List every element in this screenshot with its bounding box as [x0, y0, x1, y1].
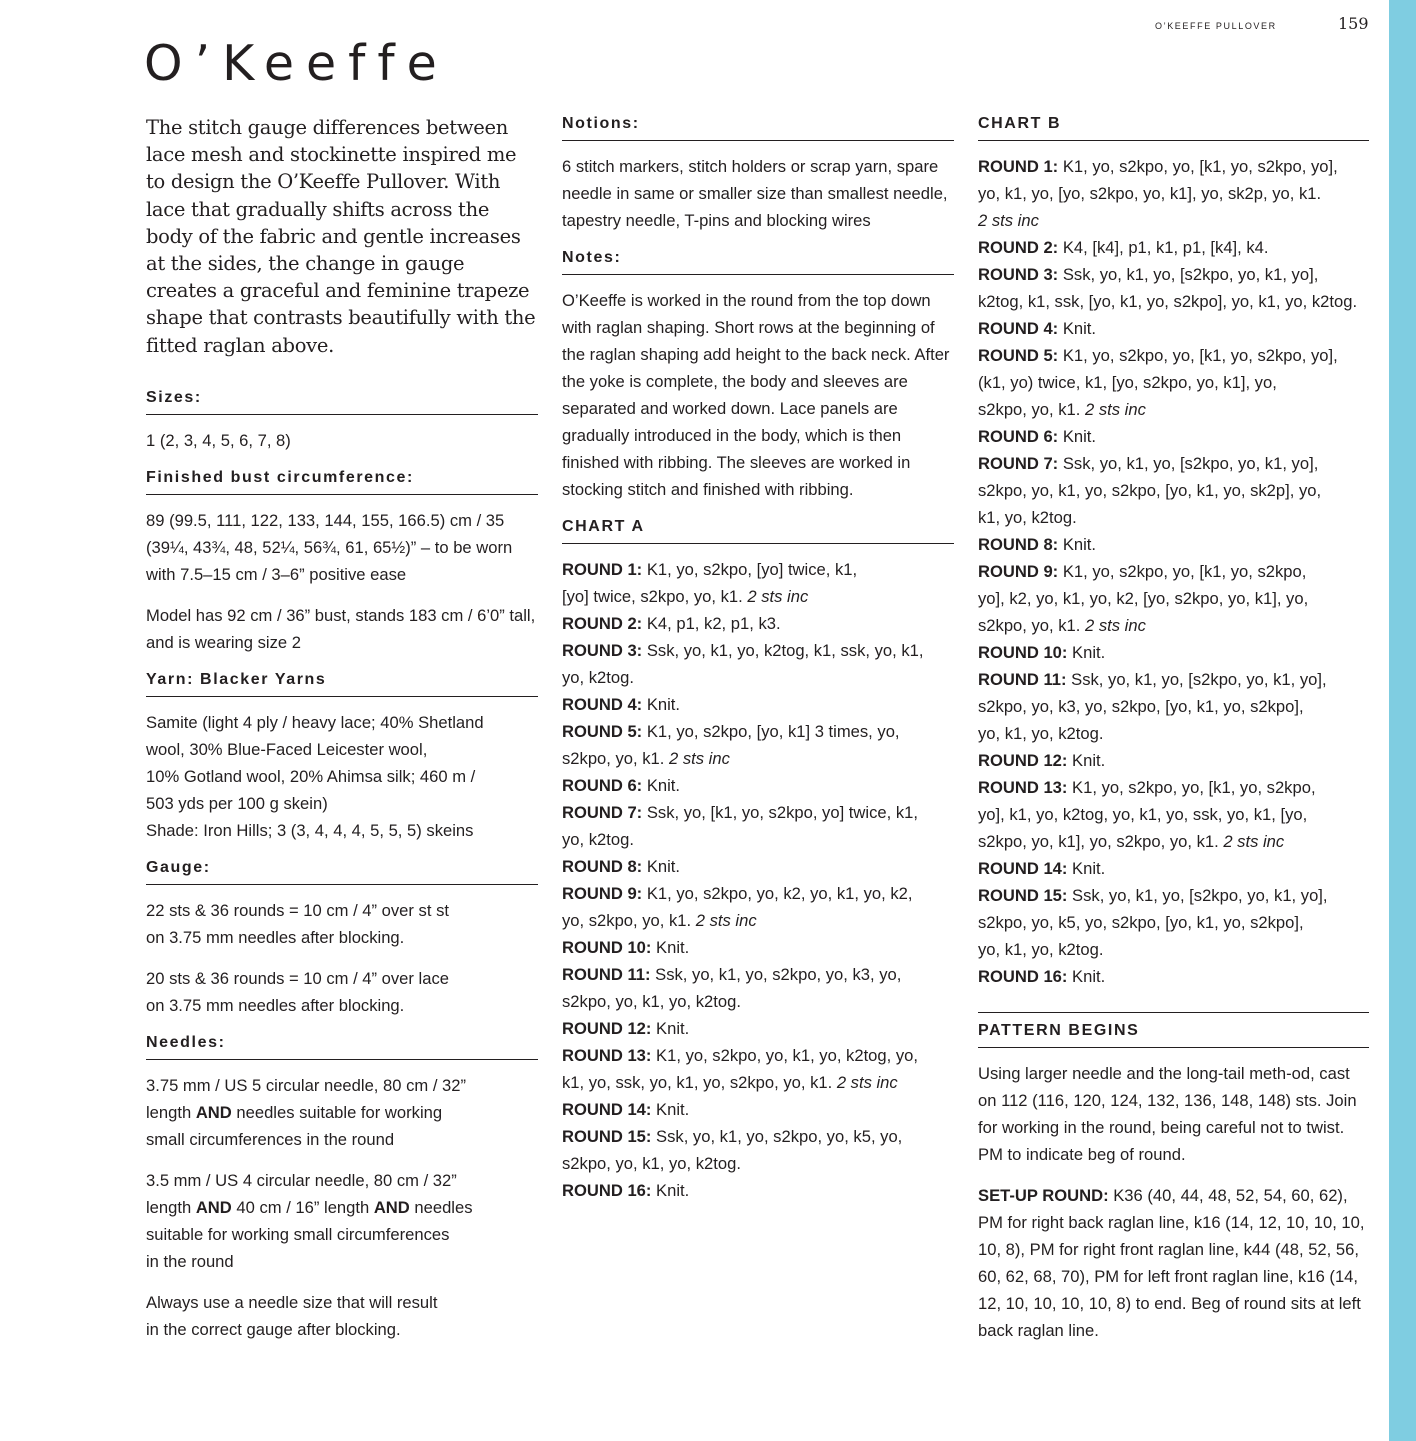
chart-a-round-2: ROUND 2: K4, p1, k2, p1, k3.	[562, 614, 781, 633]
chart-b-round-2: ROUND 2: K4, [k4], p1, k1, p1, [k4], k4.	[978, 238, 1269, 257]
gauge-stocking: 22 sts & 36 rounds = 10 cm / 4” over st st on 3.75 mm needles after blocking.	[146, 900, 449, 947]
chart-a-heading: CHART A	[562, 517, 954, 544]
needles-section	[146, 1033, 538, 1343]
increase-note: 2 sts inc	[695, 911, 757, 930]
pattern-section	[978, 1012, 1369, 1344]
pattern-heading: PATTERN BEGINS	[978, 1012, 1369, 1048]
increase-note: 2 sts inc	[978, 211, 1039, 230]
chart-a-round-14: ROUND 14: Knit.	[562, 1100, 690, 1119]
chart-a-round-6: ROUND 6: Knit.	[562, 776, 681, 795]
column-left	[146, 114, 538, 1355]
chart-b-round-5: ROUND 5: K1, yo, s2kpo, yo, [k1, yo, s2kpo, yo], (k1, yo) twice, k1, [yo, s2kpo, yo, k1], yo, s2kpo, yo, k1. 2 sts inc	[978, 346, 1338, 419]
chart-b-round-4: ROUND 4: Knit.	[978, 319, 1097, 338]
gauge-heading: Gauge:	[146, 858, 538, 885]
setup-round: SET-UP ROUND: K36 (40, 44, 48, 52, 54, 60, 62), PM for right back raglan line, k16 (14, 12, 10, 10, 10, 10, 8), PM for right front raglan line, k44 (48, 52, 56, 60, 62, 68, 70), PM for left front raglan line, k16 (14, 12, 10, 10, 10, 10, 8) to end. Beg of round sits at left back raglan line.	[978, 1186, 1365, 1340]
notions-heading: Notions:	[562, 114, 954, 141]
chart-a-round-15: ROUND 15: Ssk, yo, k1, yo, s2kpo, yo, k5, yo, s2kpo, yo, k1, yo, k2tog.	[562, 1127, 903, 1173]
chart-a-round-13: ROUND 13: K1, yo, s2kpo, yo, k1, yo, k2tog, yo, k1, yo, ssk, yo, k1, yo, s2kpo, yo, k1. 2 sts inc	[562, 1046, 918, 1092]
chart-a-rows	[562, 556, 954, 1204]
chart-a-round-16: ROUND 16: Knit.	[562, 1181, 690, 1200]
chart-a-round-11: ROUND 11: Ssk, yo, k1, yo, s2kpo, yo, k3, yo, s2kpo, yo, k1, yo, k2tog.	[562, 965, 902, 1011]
chart-b-round-3: ROUND 3: Ssk, yo, k1, yo, [s2kpo, yo, k1, yo], k2tog, k1, ssk, [yo, k1, yo, s2kpo], yo, k1, yo, k2tog.	[978, 265, 1358, 311]
increase-note: 2 sts inc	[669, 749, 730, 768]
model-info: Model has 92 cm / 36” bust, stands 183 cm / 6’0” tall, and is wearing size 2	[146, 605, 536, 652]
sizes-value: 1 (2, 3, 4, 5, 6, 7, 8)	[146, 430, 291, 450]
needle-2: 3.5 mm / US 4 circular needle, 80 cm / 32” length AND 40 cm / 16” length AND needles suitable for working small circumferences in the round	[146, 1170, 473, 1271]
bust-heading: Finished bust circumference:	[146, 468, 538, 495]
running-head: O’KEEFFE PULLOVER	[1155, 21, 1277, 31]
notes-heading: Notes:	[562, 248, 954, 275]
intro-paragraph: The stitch gauge differences between lace mesh and stockinette inspired me to design the O’Keeffe Pullover. With lace that gradually shifts across the body of the fabric and gentle increases at the sides, the change in gauge creates a graceful and feminine trapeze shape that contrasts beautifully with the fitted raglan above.	[146, 116, 536, 357]
increase-note: 2 sts inc	[747, 587, 809, 606]
side-color-tab	[1389, 0, 1416, 1441]
setup-label: SET-UP ROUND:	[978, 1186, 1109, 1205]
chart-b-round-12: ROUND 12: Knit.	[978, 751, 1106, 770]
increase-note: 2 sts inc	[1223, 832, 1285, 851]
yarn-section	[146, 670, 538, 844]
chart-b-round-15: ROUND 15: Ssk, yo, k1, yo, [s2kpo, yo, k1, yo], s2kpo, yo, k5, yo, s2kpo, [yo, k1, yo, s2kpo], yo, k1, yo, k2tog.	[978, 886, 1328, 959]
increase-note: 2 sts inc	[1085, 400, 1146, 419]
chart-b-round-10: ROUND 10: Knit.	[978, 643, 1106, 662]
chart-a-round-4: ROUND 4: Knit.	[562, 695, 681, 714]
increase-note: 2 sts inc	[1085, 616, 1146, 635]
chart-b-round-13: ROUND 13: K1, yo, s2kpo, yo, [k1, yo, s2kpo, yo], k1, yo, k2tog, yo, k1, yo, ssk, yo, k1, [yo, s2kpo, yo, k1], yo, s2kpo, yo, k1. 2 sts inc	[978, 778, 1316, 851]
chart-a-round-1: ROUND 1: K1, yo, s2kpo, [yo] twice, k1, [yo] twice, s2kpo, yo, k1. 2 sts inc	[562, 560, 858, 606]
yarn-shade: Shade: Iron Hills; 3 (3, 4, 4, 4, 5, 5, 5) skeins	[146, 820, 474, 840]
chart-b-round-1: ROUND 1: K1, yo, s2kpo, yo, [k1, yo, s2kpo, yo], yo, k1, yo, [yo, s2kpo, yo, k1], yo, sk2p, yo, k1. 2 sts inc	[978, 157, 1338, 230]
needle-note: Always use a needle size that will result in the correct gauge after blocking.	[146, 1292, 438, 1339]
sizes-heading: Sizes:	[146, 388, 538, 415]
gauge-lace: 20 sts & 36 rounds = 10 cm / 4” over lace on 3.75 mm needles after blocking.	[146, 968, 449, 1015]
chart-a-round-5: ROUND 5: K1, yo, s2kpo, [yo, k1] 3 times, yo, s2kpo, yo, k1. 2 sts inc	[562, 722, 900, 768]
chart-b-round-8: ROUND 8: Knit.	[978, 535, 1097, 554]
chart-b-heading: CHART B	[978, 114, 1369, 141]
column-right	[978, 114, 1369, 1356]
chart-b-round-7: ROUND 7: Ssk, yo, k1, yo, [s2kpo, yo, k1, yo], s2kpo, yo, k1, yo, s2kpo, [yo, k1, yo, sk2p], yo, k1, yo, k2tog.	[978, 454, 1322, 527]
bust-section	[146, 468, 538, 656]
chart-b-section	[978, 114, 1369, 990]
increase-note: 2 sts inc	[836, 1073, 898, 1092]
page-number: 159	[1338, 14, 1369, 33]
chart-b-round-16: ROUND 16: Knit.	[978, 967, 1106, 986]
pattern-text: Using larger needle and the long-tail meth-od, cast on 112 (116, 120, 124, 132, 136, 148, 148) sts. Join for working in the round, being careful not to twist. PM to indicate beg of round.	[978, 1064, 1357, 1164]
notes-section	[562, 248, 954, 503]
chart-a-round-3: ROUND 3: Ssk, yo, k1, yo, k2tog, k1, ssk, yo, k1, yo, k2tog.	[562, 641, 924, 687]
yarn-heading: Yarn: Blacker Yarns	[146, 670, 538, 697]
bust-value: 89 (99.5, 111, 122, 133, 144, 155, 166.5) cm / 35 (39¼, 43¾, 48, 52¼, 56¾, 61, 65½)” – to be worn with 7.5–15 cm / 3–6” positive ease	[146, 510, 513, 584]
notes-text: O’Keeffe is worked in the round from the top down with raglan shaping. Short rows at the beginning of the raglan shaping add height to the back neck. After the yoke is complete, the body and sleeves are separated and worked down. Lace panels are gradually introduced in the body, which is then finished with ribbing. The sleeves are worked in stocking stitch and finished with ribbing.	[562, 291, 950, 499]
chart-b-round-9: ROUND 9: K1, yo, s2kpo, yo, [k1, yo, s2kpo, yo], k2, yo, k1, yo, k2, [yo, s2kpo, yo, k1], yo, s2kpo, yo, k1. 2 sts inc	[978, 562, 1309, 635]
yarn-description: Samite (light 4 ply / heavy lace; 40% Shetland wool, 30% Blue-Faced Leicester wool, 10% Gotland wool, 20% Ahimsa silk; 460 m / 503 yds per 100 g skein) Shade: Iron Hills; 3 (3, 4, 4, 4, 5, 5, 5) skeins	[146, 712, 484, 840]
column-middle	[562, 114, 954, 1216]
chart-a-section	[562, 517, 954, 1204]
chart-a-round-7: ROUND 7: Ssk, yo, [k1, yo, s2kpo, yo] twice, k1, yo, k2tog.	[562, 803, 918, 849]
notions-section	[562, 114, 954, 234]
sizes-section	[146, 388, 538, 454]
chart-a-round-9: ROUND 9: K1, yo, s2kpo, yo, k2, yo, k1, yo, k2, yo, s2kpo, yo, k1. 2 sts inc	[562, 884, 913, 930]
chart-a-round-8: ROUND 8: Knit.	[562, 857, 681, 876]
chart-b-round-11: ROUND 11: Ssk, yo, k1, yo, [s2kpo, yo, k1, yo], s2kpo, yo, k3, yo, s2kpo, [yo, k1, yo, s2kpo], yo, k1, yo, k2tog.	[978, 670, 1327, 743]
chart-a-round-12: ROUND 12: Knit.	[562, 1019, 690, 1038]
chart-b-round-6: ROUND 6: Knit.	[978, 427, 1097, 446]
gauge-section	[146, 858, 538, 1019]
page-title: O’Keeffe	[144, 35, 449, 92]
chart-a-round-10: ROUND 10: Knit.	[562, 938, 690, 957]
chart-b-rows	[978, 153, 1369, 990]
needles-heading: Needles:	[146, 1033, 538, 1060]
needle-1: 3.75 mm / US 5 circular needle, 80 cm / 32” length AND needles suitable for working small circumferences in the round	[146, 1075, 467, 1149]
notions-text: 6 stitch markers, stitch holders or scrap yarn, spare needle in same or smaller size than smallest needle, tapestry needle, T-pins and blocking wires	[562, 157, 948, 230]
chart-b-round-14: ROUND 14: Knit.	[978, 859, 1106, 878]
